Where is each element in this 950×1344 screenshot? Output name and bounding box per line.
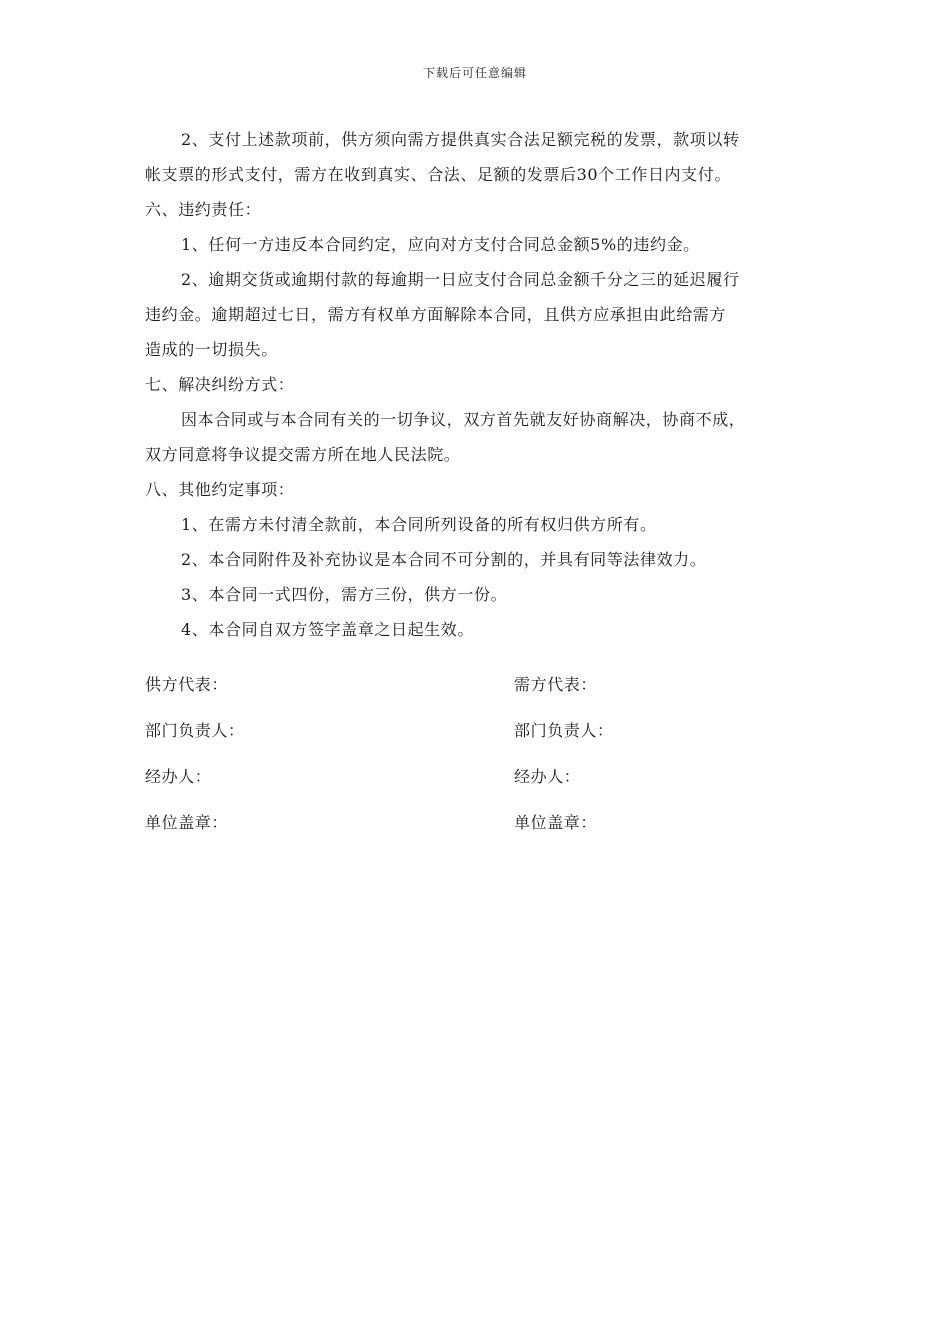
signature-row-handler [145,752,820,798]
paragraph-breach-penalty: 1、任何一方违反本合同约定，应向对方支付合同总金额5%的违约金。 [181,235,700,254]
supplier-seal-label: 单位盖章： [145,812,229,832]
paragraph-late-delivery-end: 造成的一切损失。 [145,340,278,359]
paragraph-late-delivery-cont: 违约金。逾期超过七日，需方有权单方面解除本合同，且供方应承担由此给需方 [145,305,727,324]
buyer-handler-label: 经办人： [514,766,581,786]
section-heading-disputes: 七、解决纠纷方式： [145,375,295,394]
buyer-department-head-label: 部门负责人： [514,720,614,740]
paragraph-annex-validity: 2、本合同附件及补充协议是本合同不可分割的，并具有同等法律效力。 [181,550,707,569]
paragraph-disputes-cont: 双方同意将争议提交需方所在地人民法院。 [145,445,461,464]
section-heading-other: 八、其他约定事项： [145,480,295,499]
supplier-handler-label: 经办人： [145,766,212,786]
signature-block [145,660,820,844]
paragraph-copies: 3、本合同一式四份，需方三份，供方一份。 [181,585,508,604]
contract-body [145,122,820,647]
section-heading-breach: 六、违约责任： [145,200,262,219]
paragraph-late-delivery: 2、逾期交货或逾期付款的每逾期一日应支付合同总金额千分之三的延迟履行 [181,270,740,289]
paragraph-payment-invoice-cont: 帐支票的形式支付，需方在收到真实、合法、足额的发票后30个工作日内支付。 [145,165,731,184]
supplier-department-head-label: 部门负责人： [145,720,245,740]
paragraph-disputes: 因本合同或与本合同有关的一切争议，双方首先就友好协商解决，协商不成， [181,410,746,429]
signature-row-department-head [145,706,820,752]
supplier-representative-label: 供方代表： [145,674,229,694]
buyer-representative-label: 需方代表： [514,674,598,694]
page-header: 下载后可任意编辑 [422,66,527,80]
paragraph-effective-date: 4、本合同自双方签字盖章之日起生效。 [181,620,474,639]
paragraph-ownership: 1、在需方未付清全款前，本合同所列设备的所有权归供方所有。 [181,515,657,534]
signature-row-representative [145,660,820,706]
paragraph-payment-invoice: 2、支付上述款项前，供方须向需方提供真实合法足额完税的发票，款项以转 [181,130,740,149]
signature-row-seal [145,798,820,844]
buyer-seal-label: 单位盖章： [514,812,598,832]
